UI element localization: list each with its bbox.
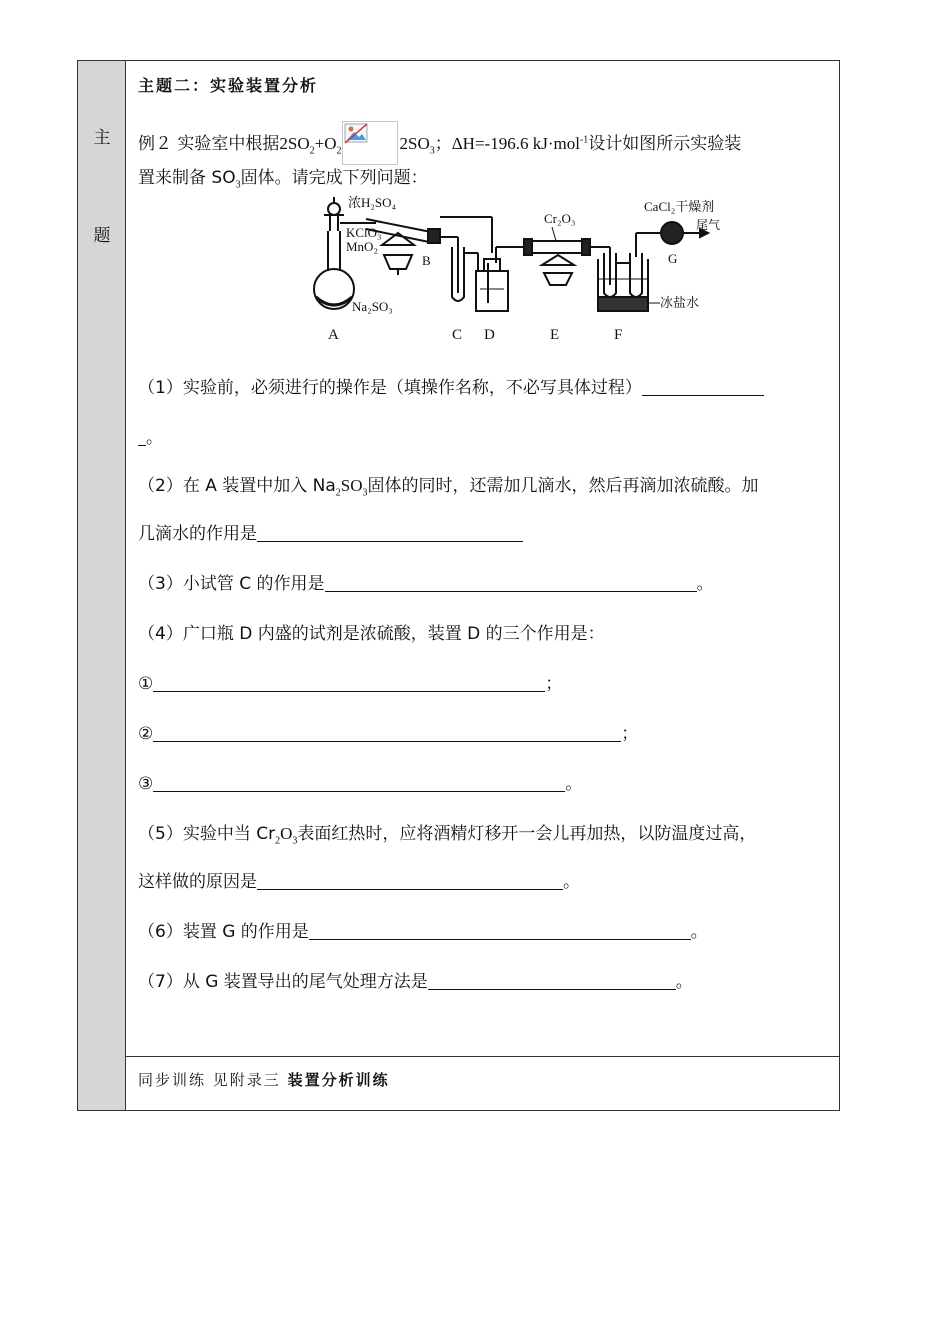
question-7: （7）从 G 装置导出的尾气处理方法是 。 (138, 972, 693, 992)
question-6: （6）装置 G 的作用是 。 (138, 922, 708, 942)
main-cell (126, 61, 839, 1056)
question-1: （1）实验前，必须进行的操作是（填操作名称，不必写具体过程） (138, 373, 764, 398)
label-conc-h2so4: 浓H₂SO₄ (348, 195, 397, 210)
example-label: 例２ (138, 134, 172, 154)
example-line-1 (138, 121, 741, 165)
label-f: F (614, 327, 623, 343)
footer-bold: 装置分析训练 (287, 1071, 390, 1089)
question-1-cont: 。 (138, 423, 163, 448)
answer-blank-2[interactable] (257, 523, 523, 542)
broken-image-icon (342, 121, 398, 165)
example-tail: 设计如图所示实验装 (588, 134, 742, 154)
answer-blank-6[interactable] (309, 921, 691, 940)
label-c: C (452, 327, 463, 343)
section-heading: 主题二：实验装置分析 (138, 76, 319, 95)
label-cacl2: CaCl₂干燥剂 (644, 199, 715, 214)
enthalpy: ；ΔH=-196.6 kJ·mol$^{-1}$ (434, 134, 589, 153)
question-4: （4）广口瓶 D 内盛的试剂是浓硫酸，装置 D 的三个作用是： (138, 624, 605, 644)
question-5-cont: 这样做的原因是 。 (138, 872, 580, 892)
label-tail-gas: 尾气 (696, 218, 721, 232)
label-a: A (328, 327, 339, 343)
side-char-2: 题 (93, 226, 111, 246)
label-e: E (550, 327, 560, 343)
question-5: （5）实验中当 $Cr_2O_3$表面红热时，应将酒精灯移开一会儿再加热，以防温度过高， (138, 824, 757, 847)
label-d: D (484, 327, 495, 343)
footer-cell (126, 1056, 839, 1110)
label-mno2: MnO₂ (346, 239, 378, 254)
reactant: $2SO_2+O_2$ (279, 134, 342, 157)
apparatus-diagram (258, 193, 721, 349)
footer-text: 同步训练 见附录三 装置分析训练 (138, 1071, 390, 1089)
product: $2SO_3$ (399, 134, 435, 157)
label-g: G (668, 251, 678, 266)
example-intro: 实验室中根据 (177, 134, 280, 154)
label-na2so3: Na₂SO₃ (352, 299, 393, 314)
question-4-item-3: ③ 。 (138, 774, 583, 794)
side-char-1: 主 (93, 128, 111, 148)
answer-blank-4-2[interactable] (153, 723, 621, 742)
answer-blank-4-1[interactable] (153, 673, 545, 692)
question-2-cont: 几滴水的作用是 (138, 519, 523, 544)
question-3: （3）小试管 C 的作用是 。 (138, 574, 714, 594)
answer-blank-1-cont[interactable] (138, 427, 146, 446)
label-b: B (422, 253, 431, 268)
worksheet-table (77, 60, 840, 1111)
answer-blank-5[interactable] (257, 871, 563, 890)
side-column (78, 61, 126, 1110)
answer-blank-3[interactable] (325, 573, 697, 592)
example-line-2: 置来制备 $SO_3$固体。请完成下列问题： (138, 168, 428, 191)
label-kclo3: KClO₃ (346, 225, 382, 240)
answer-blank-7[interactable] (428, 971, 676, 990)
question-4-item-2: ② ； (138, 724, 639, 744)
label-cr2o3: Cr₂O₃ (544, 211, 576, 226)
answer-blank-1[interactable] (642, 377, 764, 396)
answer-blank-4-3[interactable] (153, 773, 565, 792)
question-2: （2）在 A 装置中加入 $Na_2SO_3$固体的同时，还需加几滴水，然后再滴加浓硫酸。加 (138, 476, 759, 499)
question-4-item-1: ① ； (138, 674, 563, 694)
label-ice-water: 冰盐水 (660, 295, 700, 310)
